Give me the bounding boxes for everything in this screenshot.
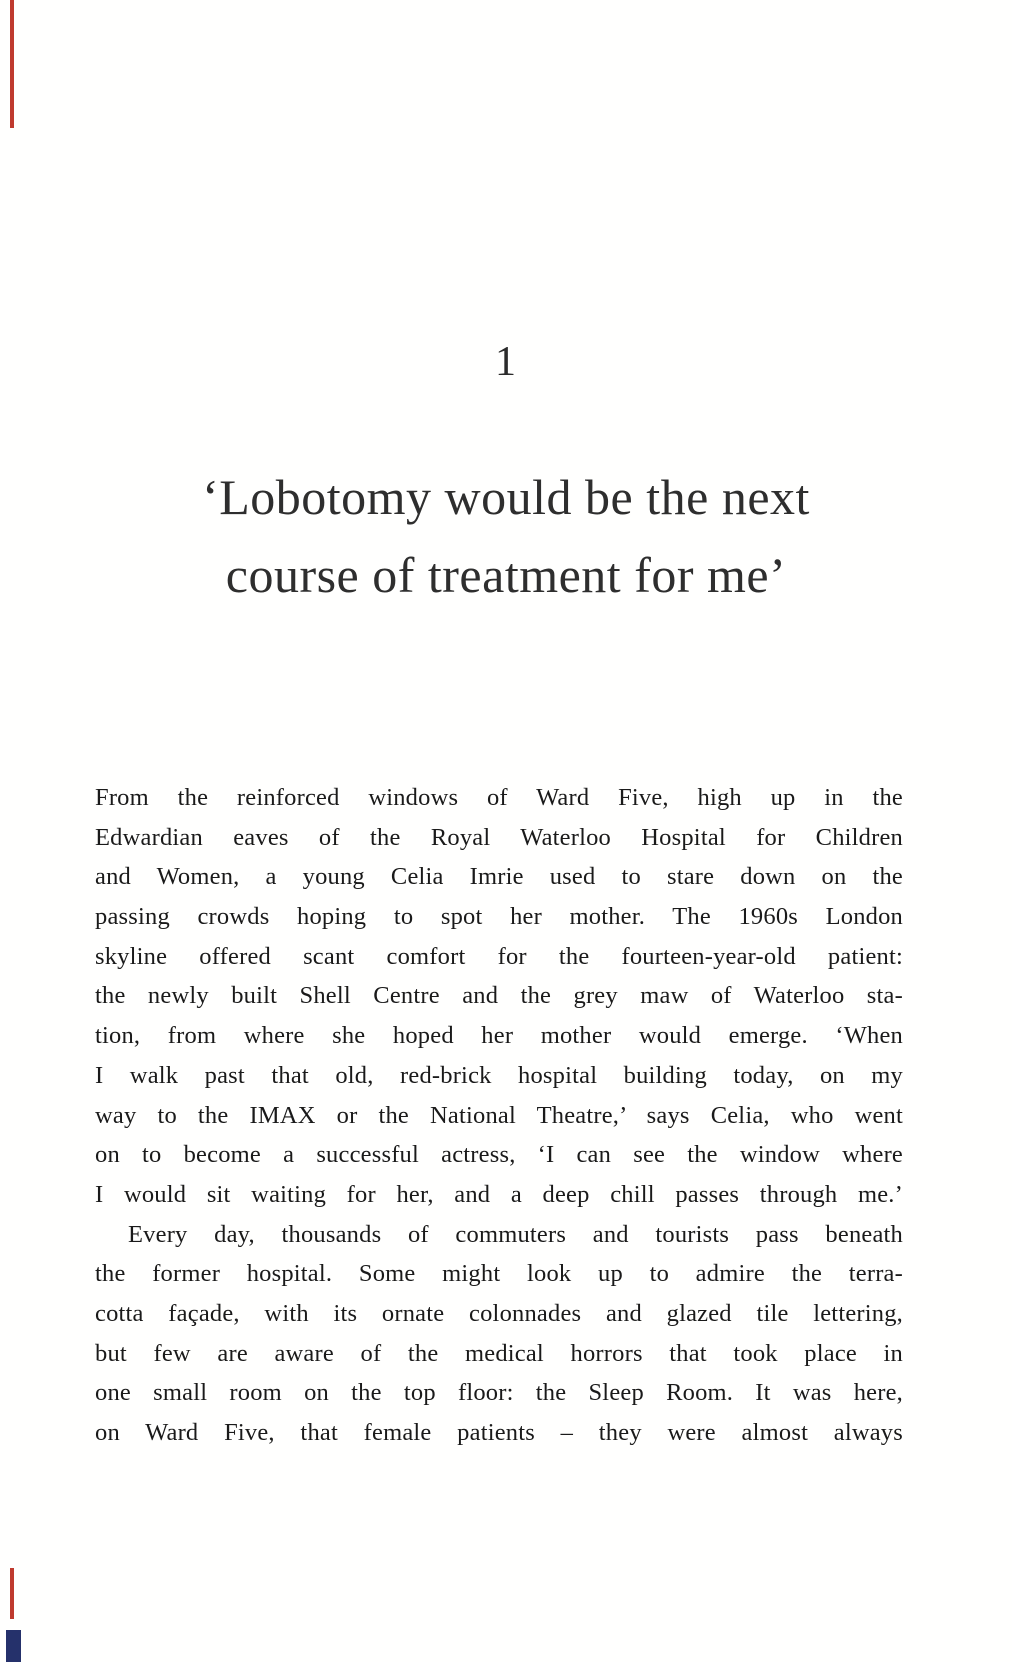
page-edge-mark-top-red [10, 0, 14, 128]
body-line: cotta façade, with its ornate colonnades and glazed tile lettering, [95, 1299, 903, 1327]
body-line: From the reinforced windows of Ward Five, high up in the [95, 784, 903, 811]
body-line: but few are aware of the medical horrors that took place in [95, 1339, 903, 1367]
body-line: skyline offered scant comfort for the fourteen-year-old patient: [95, 942, 903, 970]
body-line: tion, from where she hoped her mother would emerge. ‘When [95, 1022, 903, 1050]
body-line: Edwardian eaves of the Royal Waterloo Hospital for Children [95, 823, 903, 851]
chapter-title-line-1: ‘Lobotomy would be the next [202, 469, 810, 525]
body-line: on Ward Five, that female patients – they were almost always [95, 1419, 903, 1446]
chapter-title-line-2: course of treatment for me’ [225, 547, 787, 603]
body-line: on to become a successful actress, ‘I can see the window where [95, 1141, 903, 1169]
body-line: I would sit waiting for her, and a deep chill passes through me.’ [95, 1180, 903, 1208]
page-edge-mark-bottom-red [10, 1568, 14, 1619]
body-text [95, 778, 903, 1453]
body-line: the former hospital. Some might look up to admire the terra- [95, 1260, 903, 1288]
body-line: way to the IMAX or the National Theatre,’ says Celia, who went [95, 1101, 903, 1129]
chapter-number: 1 [495, 339, 517, 385]
page-edge-mark-bottom-navy [6, 1630, 21, 1662]
body-line: the newly built Shell Centre and the grey maw of Waterloo sta- [95, 982, 903, 1010]
body-line: I walk past that old, red-brick hospital building today, on my [95, 1061, 903, 1089]
body-line: passing crowds hoping to spot her mother. The 1960s London [95, 903, 903, 931]
body-line: and Women, a young Celia Imrie used to stare down on the [95, 863, 903, 891]
body-line: one small room on the top floor: the Sleep Room. It was here, [95, 1379, 903, 1407]
body-line: Every day, thousands of commuters and tourists pass beneath [128, 1220, 903, 1248]
chapter-title [0, 458, 1012, 614]
